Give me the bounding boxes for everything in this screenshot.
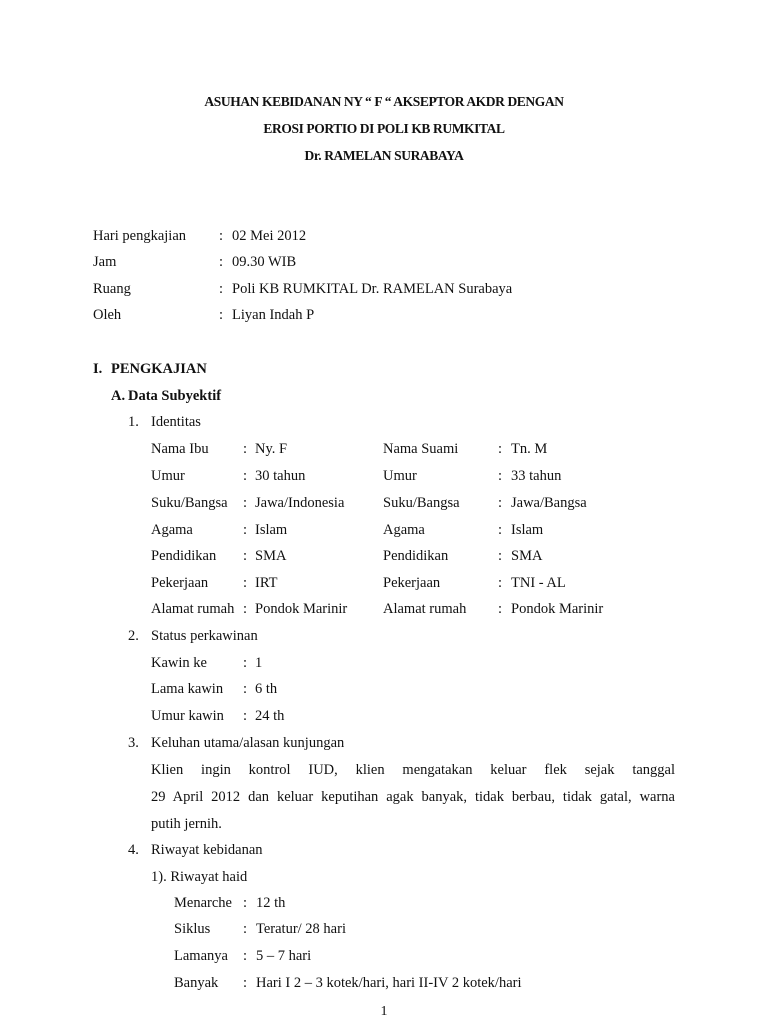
identitas-label: Pekerjaan: [151, 575, 209, 591]
identitas-colon: :: [498, 495, 503, 511]
identitas-value: Islam: [511, 522, 544, 538]
haid-label: Siklus: [174, 921, 211, 937]
identitas-label: Pendidikan: [151, 548, 217, 564]
identitas-label: Alamat rumah: [151, 601, 235, 617]
identitas-value: SMA: [255, 548, 287, 564]
identitas-value: Ny. F: [255, 441, 288, 457]
section-title: PENGKAJIAN: [111, 361, 207, 377]
perkawinan-label: Kawin ke: [151, 655, 207, 671]
title-line-2: EROSI PORTIO DI POLI KB RUMKITAL: [263, 121, 505, 136]
perkawinan-colon: :: [243, 681, 248, 697]
identitas-value: Tn. M: [511, 441, 548, 457]
haid-value: 5 – 7 hari: [256, 948, 312, 964]
identitas-colon: :: [243, 575, 248, 591]
item-title: Riwayat kebidanan: [151, 842, 263, 858]
haid-value: 12 th: [256, 895, 286, 911]
perkawinan-label: Umur kawin: [151, 708, 224, 724]
identitas-value: Pondok Marinir: [255, 601, 348, 617]
identitas-label: Suku/Bangsa: [151, 495, 228, 511]
identitas-colon: :: [243, 522, 248, 538]
identitas-value: Jawa/Bangsa: [511, 495, 587, 511]
header-label: Oleh: [93, 307, 122, 323]
identitas-colon: :: [498, 575, 503, 591]
header-value: Liyan Indah P: [232, 307, 315, 323]
header-colon: :: [219, 254, 224, 270]
perkawinan-value: 6 th: [255, 681, 278, 697]
haid-value: Hari I 2 – 3 kotek/hari, hari II-IV 2 kotek/hari: [256, 975, 522, 991]
subsection-title: Data Subyektif: [128, 388, 222, 404]
item-title: Keluhan utama/alasan kunjungan: [151, 735, 345, 751]
identitas-label: Pendidikan: [383, 548, 449, 564]
keluhan-line-2: 29 April 2012 dan keluar keputihan agak banyak, tidak berbau, tidak gatal, warna: [151, 789, 675, 805]
item-number: 1.: [128, 414, 139, 430]
keluhan-line-1: Klien ingin kontrol IUD, klien mengatakan keluar flek sejak tanggal: [151, 762, 675, 778]
haid-value: Teratur/ 28 hari: [256, 921, 346, 937]
identitas-colon: :: [498, 468, 503, 484]
title-line-1: ASUHAN KEBIDANAN NY “ F “ AKSEPTOR AKDR DENGAN: [204, 94, 564, 109]
item-number: 3.: [128, 735, 139, 751]
haid-label: Menarche: [174, 895, 232, 911]
header-value: Poli KB RUMKITAL Dr. RAMELAN Surabaya: [232, 281, 513, 297]
header-value: 09.30 WIB: [232, 254, 297, 270]
header-label: Hari pengkajian: [93, 228, 187, 244]
header-label: Jam: [93, 254, 117, 270]
keluhan-line-3: putih jernih.: [151, 816, 222, 832]
identitas-label: Nama Suami: [383, 441, 459, 457]
section-number: I.: [93, 361, 103, 377]
perkawinan-label: Lama kawin: [151, 681, 224, 697]
identitas-colon: :: [243, 441, 248, 457]
header-label: Ruang: [93, 281, 131, 297]
perkawinan-value: 1: [255, 655, 263, 671]
item-title: Identitas: [151, 414, 201, 430]
identitas-value: 30 tahun: [255, 468, 306, 484]
subsection-letter: A.: [111, 388, 126, 404]
identitas-colon: :: [243, 548, 248, 564]
identitas-colon: :: [243, 495, 248, 511]
identitas-label: Suku/Bangsa: [383, 495, 460, 511]
haid-label: Lamanya: [174, 948, 228, 964]
subitem-title: 1). Riwayat haid: [151, 869, 248, 885]
perkawinan-value: 24 th: [255, 708, 285, 724]
identitas-label: Agama: [383, 522, 425, 538]
identitas-colon: :: [498, 441, 503, 457]
identitas-value: 33 tahun: [511, 468, 562, 484]
identitas-label: Pekerjaan: [383, 575, 441, 591]
identitas-value: SMA: [511, 548, 543, 564]
item-number: 2.: [128, 628, 139, 644]
identitas-colon: :: [243, 468, 248, 484]
identitas-label: Agama: [151, 522, 193, 538]
haid-colon: :: [243, 921, 248, 937]
title-line-3: Dr. RAMELAN SURABAYA: [304, 148, 464, 163]
header-colon: :: [219, 307, 224, 323]
identitas-value: Jawa/Indonesia: [255, 495, 345, 511]
identitas-label: Umur: [383, 468, 417, 484]
item-title: Status perkawinan: [151, 628, 258, 644]
page-number: 1: [380, 1004, 388, 1019]
identitas-value: IRT: [255, 575, 278, 591]
identitas-label: Alamat rumah: [383, 601, 467, 617]
perkawinan-colon: :: [243, 655, 248, 671]
identitas-colon: :: [498, 548, 503, 564]
identitas-label: Umur: [151, 468, 185, 484]
header-colon: :: [219, 281, 224, 297]
item-number: 4.: [128, 842, 139, 858]
identitas-colon: :: [498, 601, 503, 617]
identitas-value: Pondok Marinir: [511, 601, 604, 617]
haid-colon: :: [243, 895, 248, 911]
haid-colon: :: [243, 975, 248, 991]
identitas-value: TNI - AL: [511, 575, 566, 591]
identitas-colon: :: [498, 522, 503, 538]
header-colon: :: [219, 228, 224, 244]
haid-colon: :: [243, 948, 248, 964]
header-value: 02 Mei 2012: [232, 228, 307, 244]
haid-label: Banyak: [174, 975, 219, 991]
identitas-label: Nama Ibu: [151, 441, 209, 457]
perkawinan-colon: :: [243, 708, 248, 724]
identitas-colon: :: [243, 601, 248, 617]
identitas-value: Islam: [255, 522, 288, 538]
